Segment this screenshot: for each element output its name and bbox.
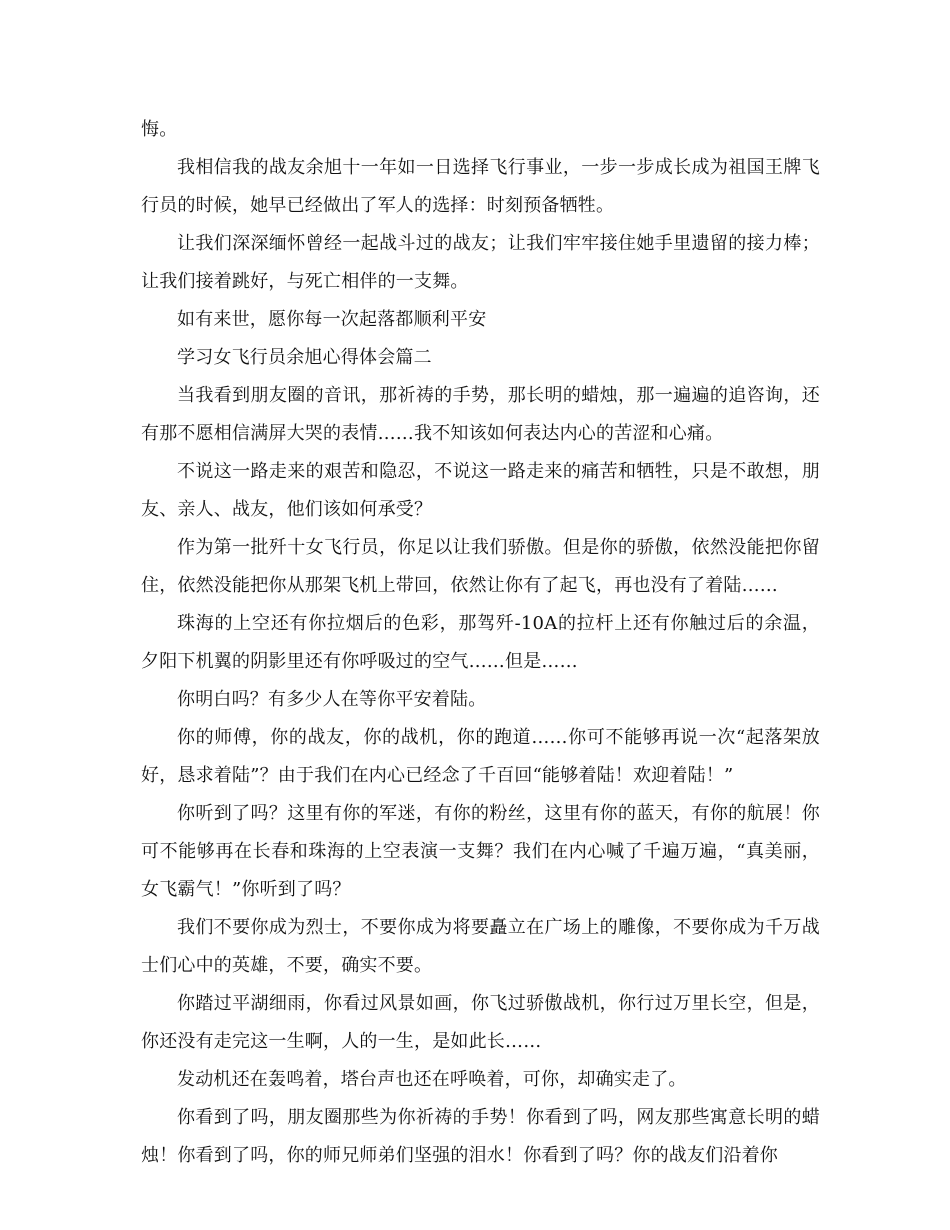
paragraph: 你踏过平湖细雨，你看过风景如画，你飞过骄傲战机，你行过万里长空，但是，你还没有走完这一生啊，人的一生，是如此长……: [141, 993, 820, 1052]
paragraph: 你看到了吗，朋友圈那些为你祈祷的手势！你看到了吗，网友那些寓意长明的蜡烛！你看到了吗，你的师兄师弟们坚强的泪水！你看到了吗？你的战友们沿着你: [141, 1107, 820, 1166]
paragraph: 如有来世，愿你每一次起落都顺利平安: [177, 309, 487, 330]
paragraph: 悔。: [141, 119, 178, 140]
paragraph: 不说这一路走来的艰苦和隐忍，不说这一路走来的痛苦和牺牲，只是不敢想，朋友、亲人、战友，他们该如何承受？: [141, 461, 820, 520]
paragraph: 作为第一批歼十女飞行员，你足以让我们骄傲。但是你的骄傲，依然没能把你留住，依然没能把你从那架飞机上带回，依然让你有了起飞，再也没有了着陆……: [141, 537, 820, 596]
paragraph: 发动机还在轰鸣着，塔台声也还在呼唤着，可你，却确实走了。: [177, 1069, 687, 1090]
paragraph: 我们不要你成为烈士，不要你成为将要矗立在广场上的雕像，不要你成为千万战士们心中的英雄，不要，确实不要。: [141, 917, 820, 976]
paragraph: 你明白吗？有多少人在等你平安着陆。: [177, 689, 487, 710]
paragraph: 你听到了吗？这里有你的军迷，有你的粉丝，这里有你的蓝天，有你的航展！你可不能够再在长春和珠海的上空表演一支舞？我们在内心喊了千遍万遍，“真美丽，女飞霸气！”你听到了吗？: [141, 803, 820, 900]
paragraph: 你的师傅，你的战友，你的战机，你的跑道……你可不能够再说一次“起落架放好，恳求着陆”？由于我们在内心已经念了千百回“能够着陆！欢迎着陆！”: [141, 727, 820, 786]
paragraph: 当我看到朋友圈的音讯，那祈祷的手势，那长明的蜡烛，那一遍遍的追咨询，还有那不愿相信满屏大哭的表情……我不知该如何表达内心的苦涩和心痛。: [141, 385, 820, 444]
document-body: [141, 111, 820, 1175]
paragraph: 学习女飞行员余旭心得体会篇二: [177, 347, 432, 368]
paragraph: 我相信我的战友余旭十一年如一日选择飞行事业，一步一步成长成为祖国王牌飞行员的时候，她早已经做出了军人的选择：时刻预备牺牲。: [141, 157, 820, 216]
paragraph: 珠海的上空还有你拉烟后的色彩，那驾歼-10A的拉杆上还有你触过后的余温，夕阳下机翼的阴影里还有你呼吸过的空气……但是……: [141, 613, 820, 672]
paragraph: 让我们深深缅怀曾经一起战斗过的战友；让我们牢牢接住她手里遗留的接力棒；让我们接着跳好，与死亡相伴的一支舞。: [141, 233, 820, 292]
